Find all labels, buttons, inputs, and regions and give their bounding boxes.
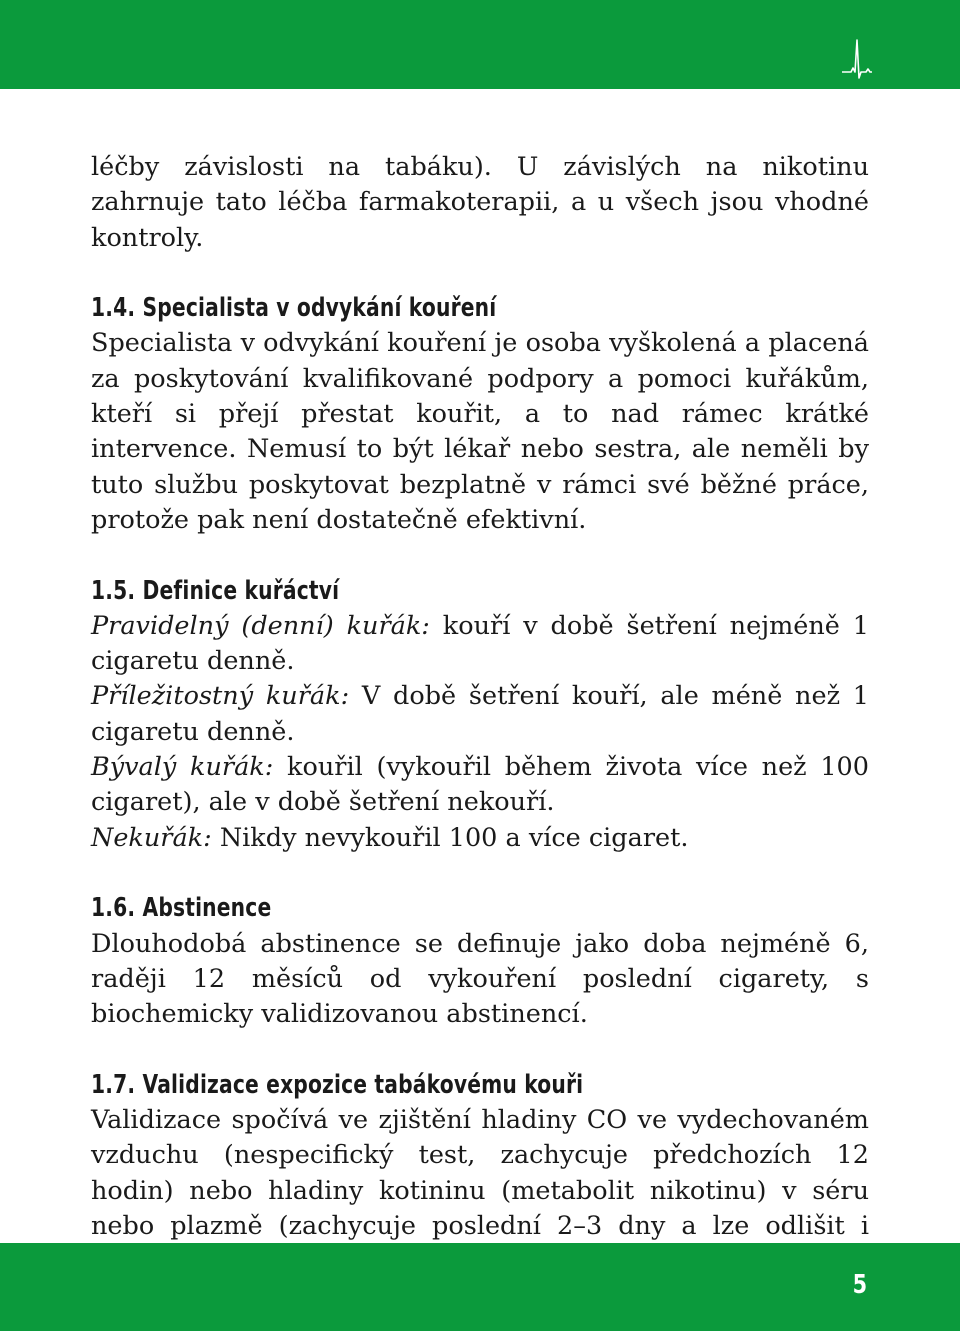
section-heading-1-7: 1.7. Validizace expozice tabákovému kouři	[91, 1069, 584, 1100]
page-content	[91, 150, 869, 1280]
definition-item	[91, 821, 869, 856]
section-body-1-4: Specialista v odvykání kouření je osoba vyškolená a placená za poskytování kvalifikované podpory a pomoci kuřákům, kteří si přejí přestat kouřit, a to nad rámec krátké intervence. Nemusí to být lékař nebo sestra, ale neměli by tuto službu poskytovat bezplatně v rámci své běžné práce, protože pak není dostatečně efektivní.	[91, 328, 869, 535]
section-body-1-6: Dlouhodobá abstinence se definuje jako doba nejméně 6, raději 12 měsíců od vykouření poslední cigarety, s biochemicky validizovanou abstinencí.	[91, 928, 869, 1030]
footer-bar	[0, 1243, 960, 1331]
section-heading-1-4: 1.4. Specialista v odvykání kouření	[91, 293, 497, 324]
definition-item	[91, 679, 869, 750]
definition-item	[91, 750, 869, 821]
section-heading-1-5: 1.5. Definice kuřáctví	[91, 575, 340, 606]
ecg-heartbeat-icon	[842, 38, 872, 82]
definition-term: Nekuřák:	[91, 822, 212, 853]
definition-term: Bývalý kuřák:	[91, 752, 274, 783]
intro-paragraph: léčby závislosti na tabáku). U závislých na nikotinu zahrnuje tato léčba farmakoterapii, a u všech jsou vhodné kontroly.	[91, 152, 869, 253]
definition-text: V době šetření kouří, ale méně než 1 cigaretu denně.	[91, 681, 869, 747]
definition-item	[91, 609, 869, 680]
definition-text: kouřil (vykouřil během života více než 100 cigaret), ale v době šetření nekouří.	[91, 752, 869, 818]
definition-text: kouří v době šetření nejméně 1 cigaretu denně.	[91, 610, 869, 677]
page-number: 5	[852, 1270, 867, 1300]
definition-text: Nikdy nevykouřil 100 a více cigaret.	[211, 822, 689, 853]
definition-term: Pravidelný (denní) kuřák:	[91, 610, 430, 641]
definition-term: Příležitostný kuřák:	[91, 681, 350, 712]
section-heading-1-6: 1.6. Abstinence	[91, 893, 272, 924]
section-body-1-7: Validizace spočívá ve zjištění hladiny CO ve vydechovaném vzduchu (nespecifický test, zachycuje předchozích 12 hodin) nebo hladiny kotininu (metabolit nikotinu) v séru nebo plazmě (zachycuje poslední 2–3 dny a lze odlišit i	[91, 1105, 869, 1241]
header-bar	[0, 0, 960, 89]
